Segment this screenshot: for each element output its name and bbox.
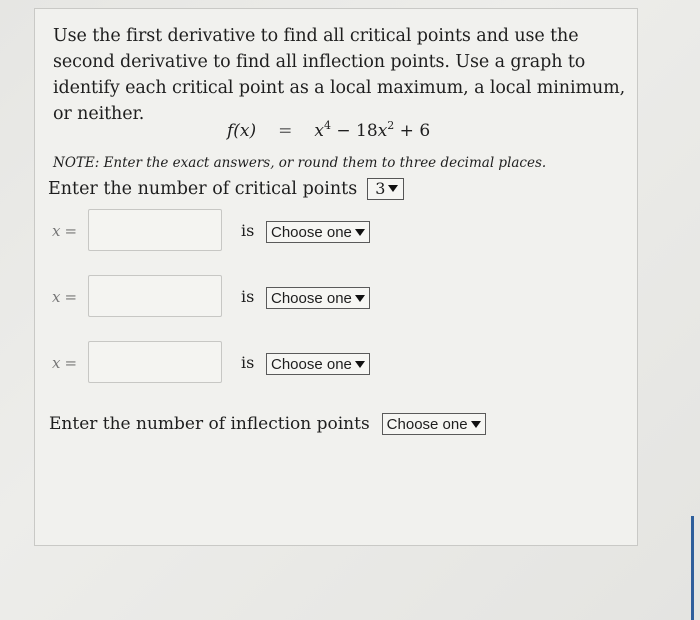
is-label: is xyxy=(241,221,255,240)
question-prompt: Use the first derivative to find all critical points and use the second derivative to find all inflection points. Use a graph to identify each critical point as a local maximum, a local minimum, or neither. xyxy=(53,26,626,124)
formula-term2: − 18 xyxy=(331,121,378,141)
function-formula xyxy=(227,119,430,141)
inflection-points-label: Enter the number of inflection points xyxy=(49,414,370,434)
critical-point-input-1[interactable] xyxy=(88,209,222,251)
classification-select-2[interactable] xyxy=(266,287,370,309)
critical-points-count-row xyxy=(48,178,404,200)
inflection-points-row xyxy=(49,413,486,435)
x-label: x = xyxy=(52,288,78,306)
formula-term1-exp: 4 xyxy=(324,119,331,132)
critical-point-input-2[interactable] xyxy=(88,275,222,317)
is-label: is xyxy=(241,353,255,372)
classification-select-value: Choose one xyxy=(271,289,352,307)
inflection-points-select[interactable] xyxy=(382,413,486,435)
critical-points-count-value: 3 xyxy=(375,178,386,198)
formula-equals: = xyxy=(278,121,293,141)
x-label: x = xyxy=(52,354,78,372)
x-label: x = xyxy=(52,222,78,240)
question-panel xyxy=(34,8,638,546)
classification-select-value: Choose one xyxy=(271,223,352,241)
classification-select-1[interactable] xyxy=(266,221,370,243)
critical-points-count-select[interactable] xyxy=(367,178,404,200)
formula-term1-base: x xyxy=(314,121,324,141)
is-label: is xyxy=(241,287,255,306)
dropdown-arrow-icon xyxy=(355,229,365,236)
inflection-select-value: Choose one xyxy=(386,415,468,433)
dropdown-arrow-icon xyxy=(388,185,398,192)
note-text: NOTE: Enter the exact answers, or round them to three decimal places. xyxy=(53,155,547,171)
formula-term2-var: x xyxy=(377,121,388,141)
scrollbar-edge xyxy=(691,516,694,620)
critical-points-label: Enter the number of critical points xyxy=(48,179,358,199)
formula-term2-exp: 2 xyxy=(387,119,395,132)
formula-lhs: f(x) xyxy=(227,121,257,141)
critical-point-input-3[interactable] xyxy=(88,341,222,383)
dropdown-arrow-icon xyxy=(355,361,365,368)
formula-rhs xyxy=(314,121,430,141)
dropdown-arrow-icon xyxy=(355,295,365,302)
classification-select-value: Choose one xyxy=(271,355,352,373)
classification-select-3[interactable] xyxy=(266,353,370,375)
formula-term3: + 6 xyxy=(394,121,431,141)
dropdown-arrow-icon xyxy=(471,421,481,428)
